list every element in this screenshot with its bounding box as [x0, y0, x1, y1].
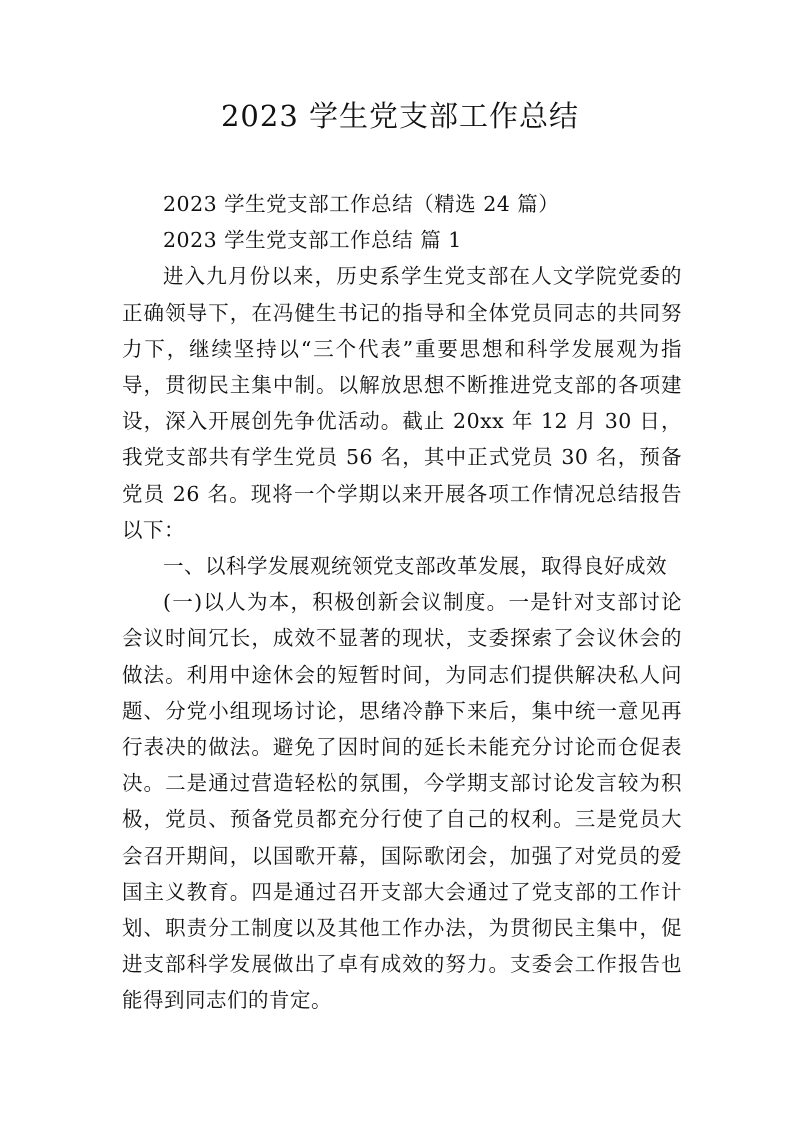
- section-title: 2023 学生党支部工作总结 篇 1: [163, 228, 462, 253]
- paragraph-meeting-system: (一)以人为本，积极创新会议制度。一是针对支部讨论会议时间冗长，成效不显著的现状，支委探索了会议休会的做法。利用中途休会的短暂时间，为同志们提供解决私人问题、分党小组现场讨论，思绪冷静下来后，集中统一意见再行表决的做法。避免了因时间的延长未能充分讨论而仓促表决。二是通过营造轻松的氛围，今学期支部讨论发言较为积极，党员、预备党员都充分行使了自己的权利。三是党员大会召开期间，以国歌开幕，国际歌闭会，加强了对党员的爱国主义教育。四是通过召开支部大会通过了党支部的工作计划、职责分工制度以及其他工作办法，为贯彻民主集中，促进支部科学发展做出了卓有成效的努力。支委会工作报告也能得到同志们的肯定。: [122, 590, 682, 1013]
- document-title: 2023 学生党支部工作总结: [220, 99, 580, 133]
- heading-section-one: 一、以科学发展观统领党支部改革发展，取得良好成效: [163, 554, 667, 579]
- document-subtitle: 2023 学生党支部工作总结（精选 24 篇）: [163, 192, 560, 216]
- document-body: [122, 186, 682, 1019]
- paragraph-intro: 进入九月份以来，历史系学生党支部在人文学院党委的正确领导下，在冯健生书记的指导和全体党员同志的共同努力下，继续坚持以“三个代表”重要思想和科学发展观为指导，贯彻民主集中制。以解放思想不断推进党支部的各项建设，深入开展创先争优活动。截止 20xx 年 12 月 30 日，我党支部共有学生党员 56 名，其中正式党员 30 名，预备党员 26 名。现将一个学期以来开展各项工作情况总结报告以下：: [122, 264, 682, 542]
